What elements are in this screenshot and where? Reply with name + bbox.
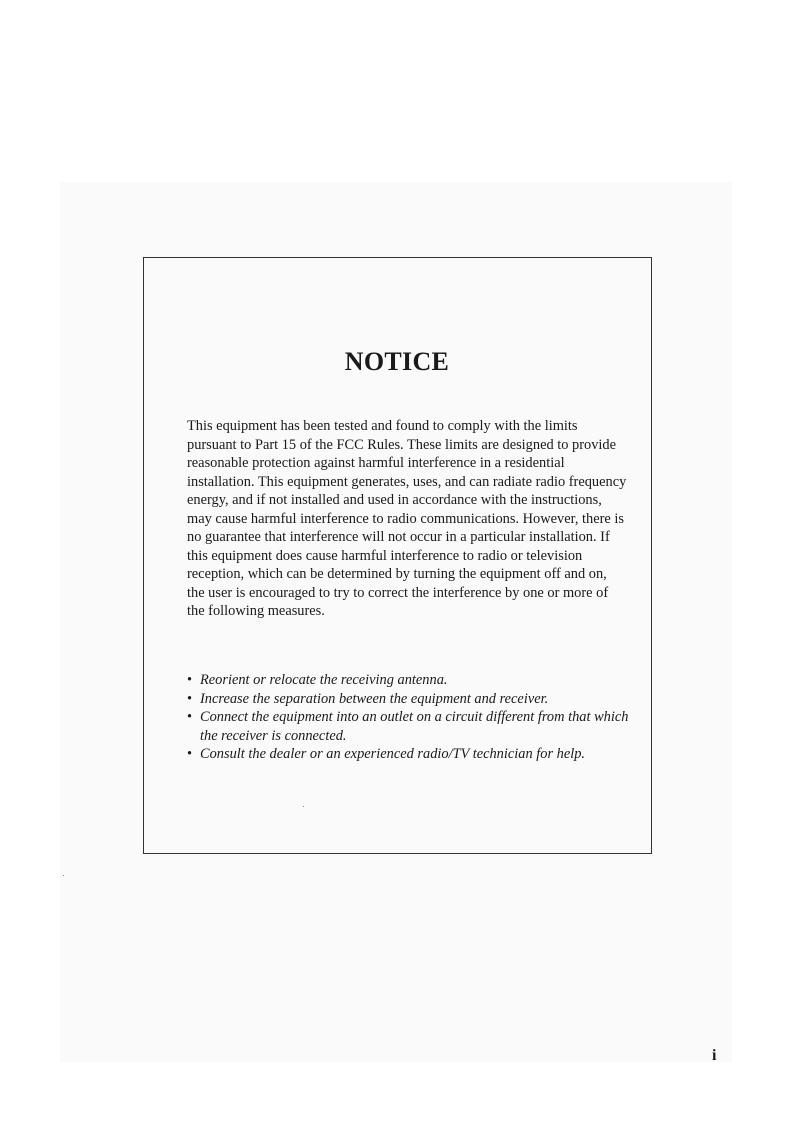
- measure-text: Connect the equipment into an outlet on a circuit different from that which the receiver is connected.: [200, 709, 629, 744]
- notice-title: NOTICE: [344, 347, 450, 376]
- bullet-icon: •: [187, 709, 193, 725]
- list-item: [187, 671, 632, 690]
- scan-speck: [63, 875, 64, 876]
- page-number: i: [712, 1047, 717, 1064]
- measure-text: Reorient or relocate the receiving antenna.: [200, 672, 448, 688]
- measure-text: Increase the separation between the equipment and receiver.: [200, 690, 549, 707]
- bullet-icon: •: [187, 690, 193, 707]
- notice-paragraph: This equipment has been tested and found to comply with the limits pursuant to Part 15 of the FCC Rules. These limits are designed to provide reasonable protection against harmful interference in a residential installation. This equipment generates, uses, and can radiate radio frequency energy, and if not installed and used in accordance with the instructions, may cause harmful interference to radio communications. However, there is no guarantee that interference will not occur in a particular installation. If this equipment does cause harmful interference to radio or television reception, which can be determined by turning the equipment off and on, the user is encouraged to try to correct the interference by one or more of the following measures.: [187, 418, 627, 619]
- scan-speck: [303, 806, 304, 807]
- list-item: [187, 708, 632, 745]
- measure-text: Consult the dealer or an experienced radio/TV technician for help.: [200, 746, 586, 762]
- list-item: [187, 745, 632, 764]
- bullet-icon: •: [187, 672, 193, 688]
- list-item: [187, 690, 632, 709]
- bullet-icon: •: [187, 746, 193, 762]
- measures-list: [187, 671, 632, 764]
